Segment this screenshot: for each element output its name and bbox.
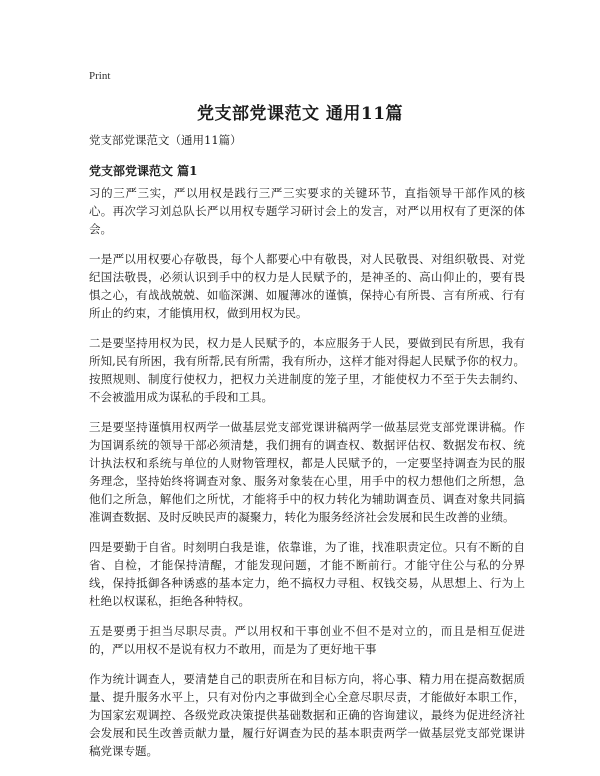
section-heading: 党支部党课范文 篇1	[89, 164, 198, 178]
paragraph-point-1: 一是严以用权要心存敬畏，每个人都要心中有敬畏，对人民敬畏、对组织敬畏、对党纪国法敬畏，必须认识到手中的权力是人民赋予的，是神圣的、高山仰止的，要有畏惧之心，有战战兢兢、如临深渊、如履薄冰的谨慎，保持心有所畏、言有所戒、行有所止的约束，才能慎用权，做到用权为民。	[89, 252, 525, 320]
page-title: 党支部党课范文 通用11篇	[196, 104, 404, 124]
paragraph-point-4: 四是要勤于自省。时刻明白我是谁，依靠谁，为了谁，找准职责定位。只有不断的自省、自检，才能保持清醒，才能发现问题，才能不断前行。才能守住公与私的分界线，保持抵御各种诱惑的基本定力，绝不搞权力寻租、权钱交易，从思想上、行为上杜绝以权谋私，拒绝各种特权。	[89, 540, 525, 608]
article-body	[89, 184, 525, 772]
paragraph-intro: 习的三严三实，严以用权是践行三严三实要求的关键环节，直指领导干部作风的核心。再次学习刘总队长严以用权专题学习研讨会上的发言，对严以用权有了更深的体会。	[89, 186, 525, 236]
paragraph-conclusion: 作为统计调查人，要清楚自己的职责所在和目标方向，将心事、精力用在提高数据质量、提升服务水平上，只有对份内之事做到全心全意尽职尽责，才能做好本职工作，为国家宏观调控、各级党政决策提供基础数据和正确的咨询建议，最终为促进经济社会发展和民生改善贡献力量，履行好调查为民的基本职责两学一做基层党支部党课讲稿党课专题。	[89, 672, 525, 758]
document-subtitle: 党支部党课范文（通用11篇）	[89, 133, 242, 147]
paragraph-point-3: 三是要坚持谨慎用权两学一做基层党支部党课讲稿两学一做基层党支部党课讲稿。作为国调系统的领导干部必须清楚，我们拥有的调查权、数据评估权、数据发布权、统计执法权和系统与单位的人财物管理权，都是人民赋予的，一定要坚持调查为民的服务理念，坚持始终将调查对象、服务对象装在心里，用手中的权力想他们之所想，急他们之所急，解他们之所忧，才能将手中的权力转化为辅助调查员、调查对象共同搞准调查数据、及时反映民声的凝聚力，转化为服务经济社会发展和民生改善的业绩。	[89, 420, 525, 524]
print-link[interactable]: Print	[89, 70, 111, 82]
paragraph-point-5: 五是要勇于担当尽职尽责。严以用权和干事创业不但不是对立的，而且是相互促进的，严以用权不是说有权力不敢用，而是为了更好地干事	[89, 624, 525, 656]
paragraph-point-2: 二是要坚持用权为民，权力是人民赋予的，本应服务于人民，要做到民有所思，我有所知,民有所困，我有所帮,民有所需，我有所办，这样才能对得起人民赋予你的权力。按照规则、制度行使权力，把权力关进制度的笼子里，才能使权力不至于失去制约、不会被滥用成为谋私的手段和工具。	[89, 336, 525, 404]
